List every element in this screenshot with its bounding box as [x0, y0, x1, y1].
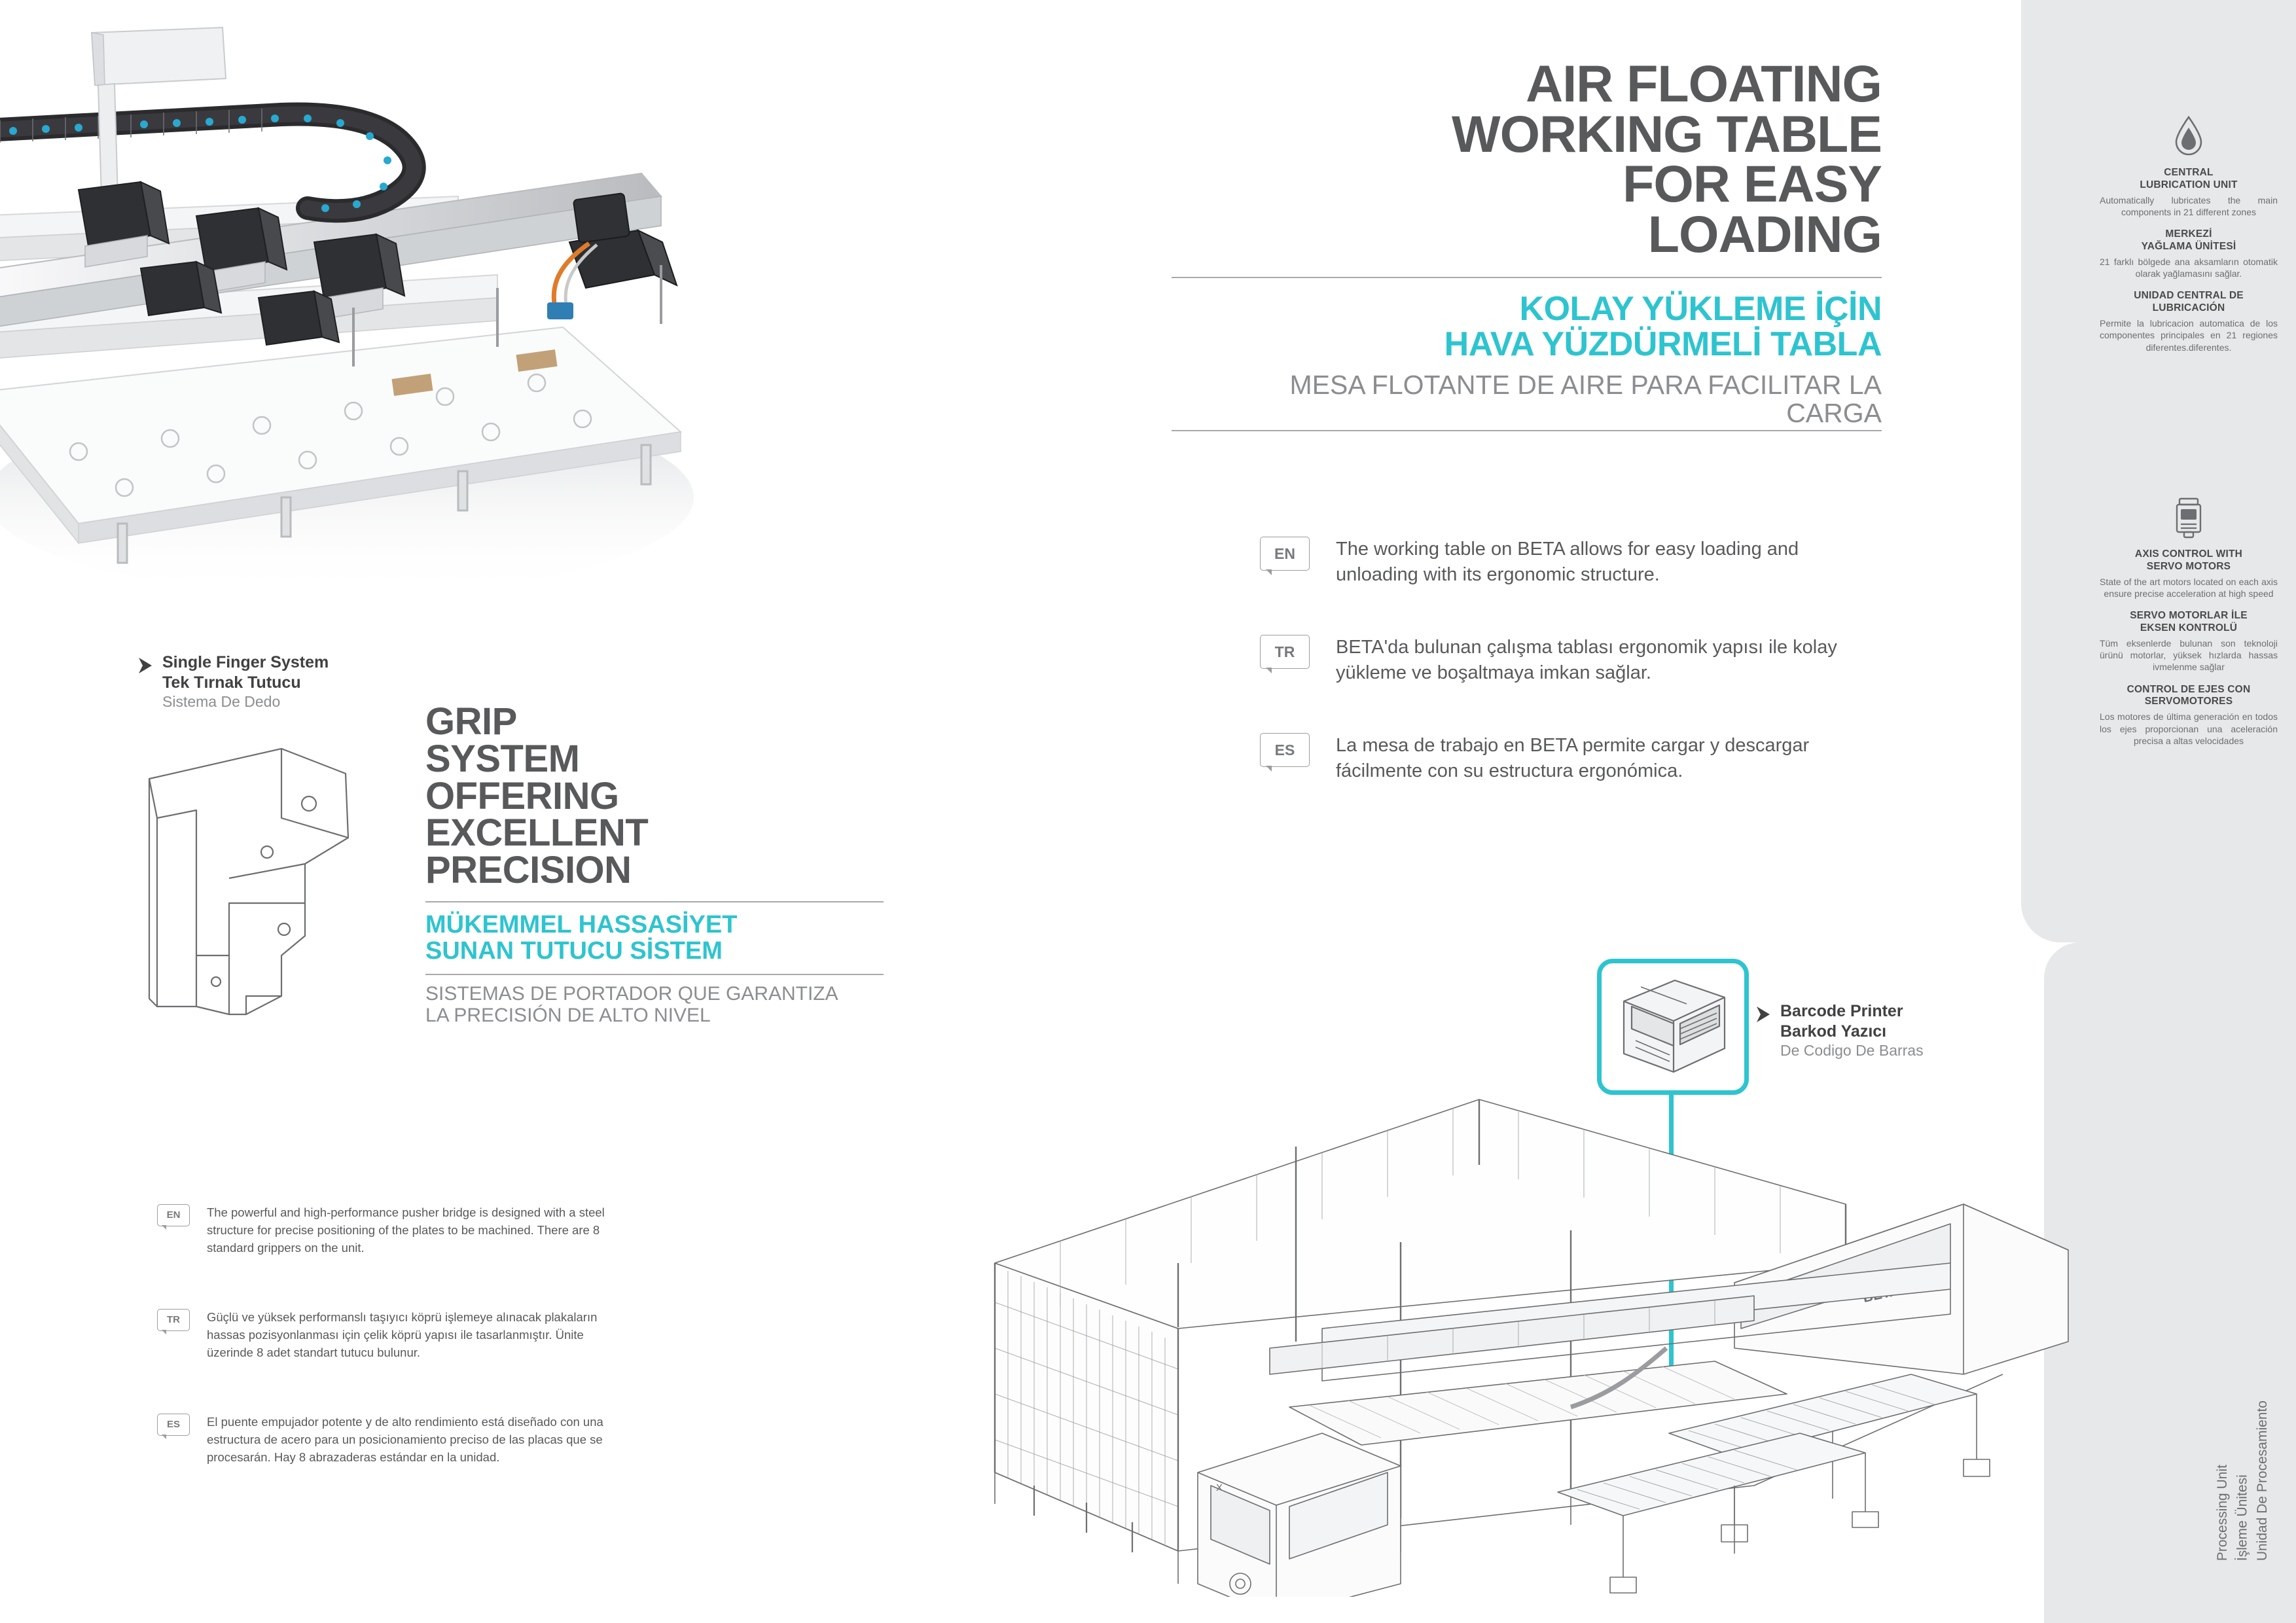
machine-line-art	[982, 1067, 2094, 1597]
callout-title-en: Single Finger System	[162, 653, 329, 671]
feature-body-tr: Tüm eksenlerde bulunan son teknoloji ürünü motorlar, yüksek hızlarda hassas ivmelenme sağlar	[2100, 638, 2278, 673]
grip-paragraph-en-text: The powerful and high-performance pusher bridge is designed with a steel structure for precise positioning of the plates to be machined. There are 8 standard grippers on the unit.	[207, 1205, 605, 1255]
vertical-label-es: Unidad De Procesamiento	[2254, 1400, 2270, 1561]
hero-paragraph-es	[1260, 733, 1853, 785]
gripper-bridge-illustration	[0, 0, 969, 654]
grip-paragraph-tr-text: Güçlü ve yüksek performanslı taşıyıcı köprü işlemeye alınacak plakaların hassas pozisyonlanması için çelik köprü yapısı ile tasarlanmıştır. Ünite üzerinde 8 adet standart tutucu bulunur.	[207, 1310, 598, 1359]
droplet-icon	[2172, 115, 2206, 158]
grip-paragraph-en	[157, 1204, 632, 1257]
processing-unit-vertical-label	[2213, 1400, 2272, 1561]
feature-body-tr: 21 farklı bölgede ana aksamların otomatik olarak yağlamasını sağlar.	[2100, 257, 2278, 279]
hero-paragraph-en-text: The working table on BETA allows for easy loading and unloading with its ergonomic structure.	[1336, 539, 1799, 586]
callout-title-en: Barcode Printer	[1780, 1002, 1903, 1020]
callout-arrow-icon	[1755, 1005, 1775, 1024]
callout-barcode-printer	[1780, 1001, 1924, 1060]
hero-title-es: MESA FLOTANTE DE AIRE PARA FACILITAR LA CARGA	[1289, 369, 1882, 428]
hero-paragraph-es-text: La mesa de trabajo en BETA permite cargar y descargar fácilmente con su estructura ergonómica.	[1336, 735, 1810, 782]
feature-title-es: UNIDAD CENTRAL DE LUBRICACIÓN	[2134, 290, 2244, 314]
hero-divider	[1172, 277, 1882, 278]
gripper-bridge-photo	[0, 0, 969, 654]
servo-motor-icon	[2174, 497, 2204, 539]
grip-title-en: GRIP SYSTEM OFFERING EXCELLENT PRECISION	[425, 700, 649, 892]
feature-title-tr: MERKEZİ YAĞLAMA ÜNİTESİ	[2141, 228, 2236, 253]
grip-divider	[425, 901, 884, 902]
hero-paragraph-tr	[1260, 635, 1853, 687]
svg-text:X: X	[1216, 1482, 1223, 1493]
feature-title-es: CONTROL DE EJES CON SERVOMOTORES	[2126, 683, 2251, 707]
feature-central-lubrication	[2093, 115, 2284, 353]
feature-title-en: AXIS CONTROL WITH SERVO MOTORS	[2134, 548, 2243, 572]
hero-title-en: AIR FLOATING WORKING TABLE FOR EASY LOADING	[1452, 54, 1882, 263]
feature-body-es: Los motores de última generación en todos los ejes proporcionan una aceleración precisa a altas velocidades	[2100, 711, 2278, 746]
lang-tag-tr: TR	[157, 1309, 190, 1331]
feature-axis-control-servo-motors	[2093, 497, 2284, 747]
hero-paragraph-en	[1260, 537, 1853, 588]
grip-title-tr: MÜKEMMEL HASSASİYET SUNAN TUTUCU SİSTEM	[425, 911, 738, 965]
feature-body-es: Permite la lubricacion automatica de los componentes principales en 21 regiones diferentes.diferentes.	[2100, 318, 2278, 353]
lang-tag-tr: TR	[1260, 635, 1310, 669]
grip-paragraph-tr	[157, 1309, 632, 1361]
hero-heading	[1172, 54, 1882, 431]
callout-title-es: De Codigo De Barras	[1780, 1042, 1924, 1059]
lang-tag-en: EN	[1260, 537, 1310, 571]
feature-body-en: Automatically lubricates the main components in 21 different zones	[2100, 194, 2278, 217]
grip-paragraph-es	[157, 1414, 632, 1466]
callout-single-finger-system	[162, 652, 329, 711]
hero-title-tr: KOLAY YÜKLEME İÇİN HAVA YÜZDÜRMELİ TABLA	[1444, 289, 1882, 363]
vertical-label-tr: İşleme Ünitesi	[2234, 1474, 2250, 1561]
feature-title-tr: SERVO MOTORLAR İLE EKSEN KONTROLÜ	[2130, 610, 2248, 634]
grip-divider-2	[425, 974, 884, 975]
callout-title-tr: Tek Tırnak Tutucu	[162, 673, 301, 692]
lang-tag-en: EN	[157, 1204, 190, 1226]
feature-title-en: CENTRAL LUBRICATION UNIT	[2140, 167, 2238, 190]
callout-title-es: Sistema De Dedo	[162, 693, 281, 710]
grip-title-es: SISTEMAS DE PORTADOR QUE GARANTIZA LA PRECISIÓN DE ALTO NIVEL	[425, 982, 838, 1026]
feature-body-en: State of the art motors located on each axis ensure precise acceleration at high speed	[2100, 576, 2278, 599]
callout-arrow-icon	[137, 656, 157, 675]
hero-paragraph-tr-text: BETA'da bulunan çalışma tablası ergonomik yapısı ile kolay yükleme ve boşaltmaya imkan sağlar.	[1336, 637, 1837, 684]
grip-paragraph-es-text: El puente empujador potente y de alto rendimiento está diseñado con una estructura de acero para un posicionamiento preciso de las placas que se procesarán. Hay 8 abrazaderas estándar en la unidad.	[207, 1415, 603, 1464]
vertical-label-en: Processing Unit	[2214, 1464, 2230, 1561]
lang-tag-es: ES	[1260, 733, 1310, 767]
grip-system-heading	[425, 700, 884, 1026]
processing-unit-illustration	[982, 1067, 2094, 1597]
callout-title-tr: Barkod Yazıcı	[1780, 1022, 1887, 1041]
lang-tag-es: ES	[157, 1414, 190, 1436]
right-sidebar-notch-top	[2021, 0, 2080, 942]
hero-divider-2	[1172, 430, 1882, 431]
gripper-line-drawing	[118, 740, 393, 1034]
